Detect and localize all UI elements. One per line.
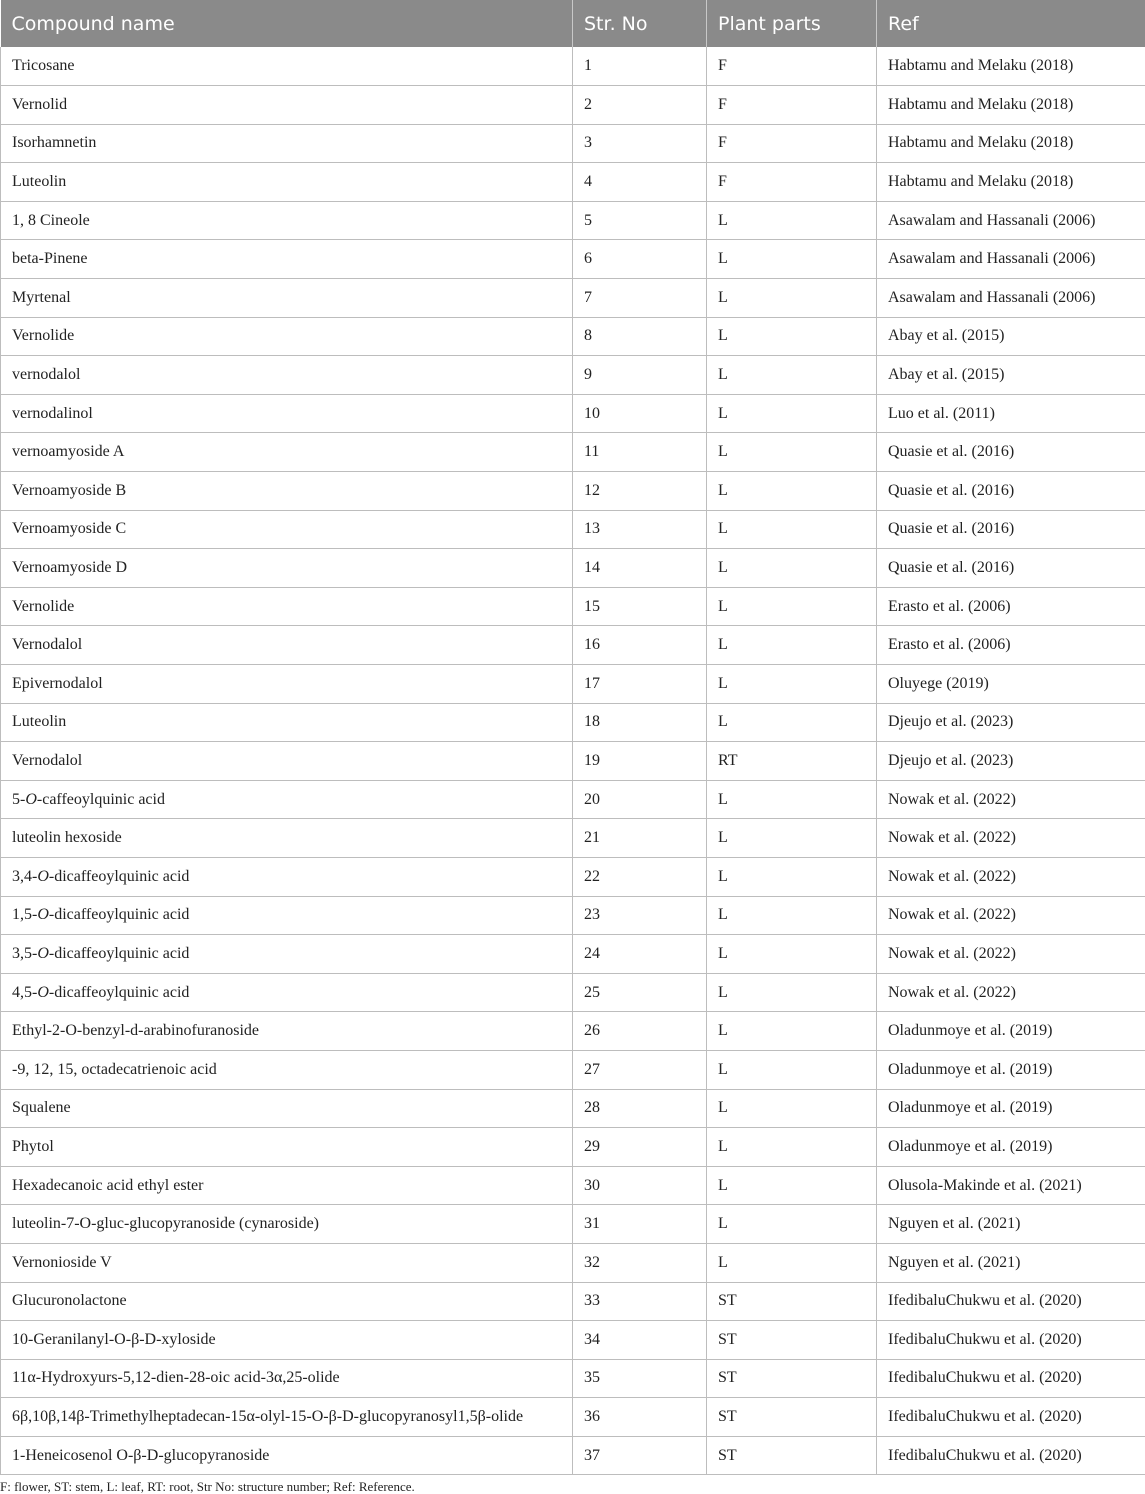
cell-plant-parts: L	[707, 394, 877, 433]
cell-plant-parts: L	[707, 1050, 877, 1089]
cell-compound-name: 10-Geranilanyl-O-β-D-xyloside	[1, 1321, 573, 1360]
table-row	[1, 896, 1145, 935]
table-row	[1, 626, 1145, 665]
cell-ref: Oluyege (2019)	[877, 665, 1145, 704]
table-row	[1, 973, 1145, 1012]
cell-plant-parts: L	[707, 973, 877, 1012]
cell-plant-parts: F	[707, 47, 877, 86]
cell-plant-parts: L	[707, 935, 877, 974]
table-row	[1, 1321, 1145, 1360]
cell-compound-name: Glucuronolactone	[1, 1282, 573, 1321]
cell-compound-name: Vernolide	[1, 317, 573, 356]
table-row	[1, 163, 1145, 202]
cell-compound-name: 3,5-O-dicaffeoylquinic acid	[1, 935, 573, 974]
cell-ref: Oladunmoye et al. (2019)	[877, 1012, 1145, 1051]
cell-str-no: 24	[573, 935, 707, 974]
cell-ref: Erasto et al. (2006)	[877, 626, 1145, 665]
table-row	[1, 665, 1145, 704]
cell-plant-parts: L	[707, 510, 877, 549]
cell-ref: Djeujo et al. (2023)	[877, 703, 1145, 742]
cell-plant-parts: L	[707, 1205, 877, 1244]
table-row	[1, 1089, 1145, 1128]
cell-plant-parts: L	[707, 1243, 877, 1282]
cell-compound-name: 6β,10β,14β-Trimethylheptadecan-15α-olyl-15-O-β-D-glucopyranosyl1,5β-olide	[1, 1398, 573, 1437]
table-row	[1, 433, 1145, 472]
cell-plant-parts: ST	[707, 1436, 877, 1475]
cell-plant-parts: ST	[707, 1321, 877, 1360]
cell-compound-name: luteolin-7-O-gluc-glucopyranoside (cynaroside)	[1, 1205, 573, 1244]
cell-ref: IfedibaluChukwu et al. (2020)	[877, 1321, 1145, 1360]
cell-str-no: 13	[573, 510, 707, 549]
table-row	[1, 1398, 1145, 1437]
cell-compound-name: Vernonioside V	[1, 1243, 573, 1282]
cell-ref: Oladunmoye et al. (2019)	[877, 1050, 1145, 1089]
cell-ref: IfedibaluChukwu et al. (2020)	[877, 1282, 1145, 1321]
header-compound-name: Compound name	[1, 0, 573, 47]
cell-compound-name: Myrtenal	[1, 279, 573, 318]
cell-ref: Erasto et al. (2006)	[877, 587, 1145, 626]
cell-str-no: 21	[573, 819, 707, 858]
cell-str-no: 2	[573, 86, 707, 125]
cell-ref: Nowak et al. (2022)	[877, 780, 1145, 819]
cell-ref: Habtamu and Melaku (2018)	[877, 163, 1145, 202]
cell-ref: IfedibaluChukwu et al. (2020)	[877, 1436, 1145, 1475]
cell-compound-name: 1,5-O-dicaffeoylquinic acid	[1, 896, 573, 935]
cell-compound-name: Luteolin	[1, 163, 573, 202]
cell-compound-name: 11α-Hydroxyurs-5,12-dien-28-oic acid-3α,25-olide	[1, 1359, 573, 1398]
table-header	[1, 0, 1145, 47]
cell-str-no: 30	[573, 1166, 707, 1205]
cell-str-no: 28	[573, 1089, 707, 1128]
cell-compound-name: Phytol	[1, 1128, 573, 1167]
cell-plant-parts: L	[707, 201, 877, 240]
cell-ref: Abay et al. (2015)	[877, 356, 1145, 395]
header-row	[1, 0, 1145, 47]
cell-compound-name: vernodalinol	[1, 394, 573, 433]
table-row	[1, 472, 1145, 511]
cell-ref: Nowak et al. (2022)	[877, 819, 1145, 858]
cell-ref: Nowak et al. (2022)	[877, 857, 1145, 896]
cell-ref: Asawalam and Hassanali (2006)	[877, 201, 1145, 240]
cell-ref: Nowak et al. (2022)	[877, 896, 1145, 935]
cell-str-no: 36	[573, 1398, 707, 1437]
cell-plant-parts: L	[707, 433, 877, 472]
cell-compound-name: Ethyl-2-O-benzyl-d-arabinofuranoside	[1, 1012, 573, 1051]
cell-compound-name: beta-Pinene	[1, 240, 573, 279]
cell-str-no: 9	[573, 356, 707, 395]
cell-str-no: 14	[573, 549, 707, 588]
cell-str-no: 26	[573, 1012, 707, 1051]
cell-str-no: 18	[573, 703, 707, 742]
table-body	[1, 47, 1145, 1475]
cell-ref: Quasie et al. (2016)	[877, 549, 1145, 588]
cell-compound-name: 3,4-O-dicaffeoylquinic acid	[1, 857, 573, 896]
cell-ref: Asawalam and Hassanali (2006)	[877, 279, 1145, 318]
cell-plant-parts: F	[707, 86, 877, 125]
cell-plant-parts: L	[707, 240, 877, 279]
cell-str-no: 35	[573, 1359, 707, 1398]
cell-compound-name: vernodalol	[1, 356, 573, 395]
table-row	[1, 356, 1145, 395]
table-row	[1, 1012, 1145, 1051]
cell-plant-parts: L	[707, 857, 877, 896]
table-row	[1, 935, 1145, 974]
cell-ref: Nguyen et al. (2021)	[877, 1243, 1145, 1282]
cell-str-no: 32	[573, 1243, 707, 1282]
cell-str-no: 17	[573, 665, 707, 704]
cell-str-no: 3	[573, 124, 707, 163]
cell-plant-parts: L	[707, 587, 877, 626]
cell-str-no: 4	[573, 163, 707, 202]
cell-plant-parts: L	[707, 1128, 877, 1167]
cell-compound-name: vernoamyoside A	[1, 433, 573, 472]
table-row	[1, 510, 1145, 549]
cell-plant-parts: L	[707, 1012, 877, 1051]
cell-compound-name: 5-O-caffeoylquinic acid	[1, 780, 573, 819]
cell-compound-name: Vernolid	[1, 86, 573, 125]
table-row	[1, 857, 1145, 896]
cell-plant-parts: L	[707, 317, 877, 356]
cell-str-no: 11	[573, 433, 707, 472]
cell-compound-name: 1, 8 Cineole	[1, 201, 573, 240]
table-row	[1, 1050, 1145, 1089]
cell-ref: Nowak et al. (2022)	[877, 935, 1145, 974]
table-footnote: F: flower, ST: stem, L: leaf, RT: root, Str No: structure number; Ref: Reference.	[0, 1479, 415, 1494]
cell-compound-name: luteolin hexoside	[1, 819, 573, 858]
cell-str-no: 6	[573, 240, 707, 279]
cell-str-no: 31	[573, 1205, 707, 1244]
cell-str-no: 15	[573, 587, 707, 626]
cell-compound-name: Luteolin	[1, 703, 573, 742]
cell-compound-name: Vernodalol	[1, 742, 573, 781]
table-row	[1, 1436, 1145, 1475]
cell-str-no: 12	[573, 472, 707, 511]
header-ref: Ref	[877, 0, 1145, 47]
cell-plant-parts: L	[707, 356, 877, 395]
table-row	[1, 124, 1145, 163]
cell-plant-parts: L	[707, 626, 877, 665]
table-row	[1, 394, 1145, 433]
cell-str-no: 27	[573, 1050, 707, 1089]
cell-ref: Quasie et al. (2016)	[877, 510, 1145, 549]
cell-compound-name: Vernoamyoside B	[1, 472, 573, 511]
cell-ref: Oladunmoye et al. (2019)	[877, 1128, 1145, 1167]
cell-plant-parts: L	[707, 279, 877, 318]
cell-str-no: 19	[573, 742, 707, 781]
cell-str-no: 10	[573, 394, 707, 433]
cell-compound-name: 4,5-O-dicaffeoylquinic acid	[1, 973, 573, 1012]
table-row	[1, 587, 1145, 626]
cell-str-no: 37	[573, 1436, 707, 1475]
table-row	[1, 1282, 1145, 1321]
cell-plant-parts: L	[707, 1166, 877, 1205]
cell-plant-parts: L	[707, 472, 877, 511]
cell-str-no: 34	[573, 1321, 707, 1360]
table-row	[1, 86, 1145, 125]
cell-compound-name: Isorhamnetin	[1, 124, 573, 163]
cell-str-no: 22	[573, 857, 707, 896]
cell-compound-name: Vernoamyoside C	[1, 510, 573, 549]
cell-plant-parts: L	[707, 896, 877, 935]
cell-ref: Oladunmoye et al. (2019)	[877, 1089, 1145, 1128]
cell-str-no: 1	[573, 47, 707, 86]
cell-str-no: 16	[573, 626, 707, 665]
table-row	[1, 1243, 1145, 1282]
cell-plant-parts: L	[707, 819, 877, 858]
table-row	[1, 279, 1145, 318]
cell-str-no: 25	[573, 973, 707, 1012]
cell-plant-parts: ST	[707, 1282, 877, 1321]
cell-str-no: 7	[573, 279, 707, 318]
cell-compound-name: -9, 12, 15, octadecatrienoic acid	[1, 1050, 573, 1089]
cell-plant-parts: L	[707, 703, 877, 742]
table-row	[1, 703, 1145, 742]
cell-plant-parts: RT	[707, 742, 877, 781]
cell-compound-name: Vernoamyoside D	[1, 549, 573, 588]
table-row	[1, 1205, 1145, 1244]
cell-plant-parts: ST	[707, 1398, 877, 1437]
cell-ref: Nowak et al. (2022)	[877, 973, 1145, 1012]
table-row	[1, 240, 1145, 279]
header-plant-parts: Plant parts	[707, 0, 877, 47]
cell-compound-name: Hexadecanoic acid ethyl ester	[1, 1166, 573, 1205]
cell-compound-name: Epivernodalol	[1, 665, 573, 704]
cell-compound-name: Tricosane	[1, 47, 573, 86]
cell-compound-name: Vernolide	[1, 587, 573, 626]
cell-ref: IfedibaluChukwu et al. (2020)	[877, 1359, 1145, 1398]
cell-str-no: 33	[573, 1282, 707, 1321]
table-row	[1, 1166, 1145, 1205]
cell-plant-parts: L	[707, 549, 877, 588]
cell-str-no: 5	[573, 201, 707, 240]
cell-ref: Olusola-Makinde et al. (2021)	[877, 1166, 1145, 1205]
cell-plant-parts: L	[707, 665, 877, 704]
cell-str-no: 8	[573, 317, 707, 356]
cell-ref: Asawalam and Hassanali (2006)	[877, 240, 1145, 279]
cell-ref: Abay et al. (2015)	[877, 317, 1145, 356]
cell-ref: Nguyen et al. (2021)	[877, 1205, 1145, 1244]
table-row	[1, 201, 1145, 240]
table-row	[1, 1359, 1145, 1398]
table-row	[1, 1128, 1145, 1167]
table-row	[1, 47, 1145, 86]
cell-ref: Quasie et al. (2016)	[877, 472, 1145, 511]
cell-plant-parts: L	[707, 1089, 877, 1128]
cell-plant-parts: L	[707, 780, 877, 819]
cell-compound-name: Vernodalol	[1, 626, 573, 665]
cell-ref: Djeujo et al. (2023)	[877, 742, 1145, 781]
cell-plant-parts: ST	[707, 1359, 877, 1398]
header-str-no: Str. No	[573, 0, 707, 47]
cell-plant-parts: F	[707, 163, 877, 202]
cell-ref: Luo et al. (2011)	[877, 394, 1145, 433]
cell-ref: Habtamu and Melaku (2018)	[877, 124, 1145, 163]
cell-str-no: 29	[573, 1128, 707, 1167]
table-row	[1, 317, 1145, 356]
cell-ref: IfedibaluChukwu et al. (2020)	[877, 1398, 1145, 1437]
cell-ref: Habtamu and Melaku (2018)	[877, 47, 1145, 86]
cell-str-no: 20	[573, 780, 707, 819]
table-row	[1, 549, 1145, 588]
table-row	[1, 742, 1145, 781]
cell-plant-parts: F	[707, 124, 877, 163]
cell-compound-name: Squalene	[1, 1089, 573, 1128]
cell-ref: Quasie et al. (2016)	[877, 433, 1145, 472]
cell-ref: Habtamu and Melaku (2018)	[877, 86, 1145, 125]
cell-str-no: 23	[573, 896, 707, 935]
cell-compound-name: 1-Heneicosenol O-β-D-glucopyranoside	[1, 1436, 573, 1475]
table-row	[1, 780, 1145, 819]
table-row	[1, 819, 1145, 858]
